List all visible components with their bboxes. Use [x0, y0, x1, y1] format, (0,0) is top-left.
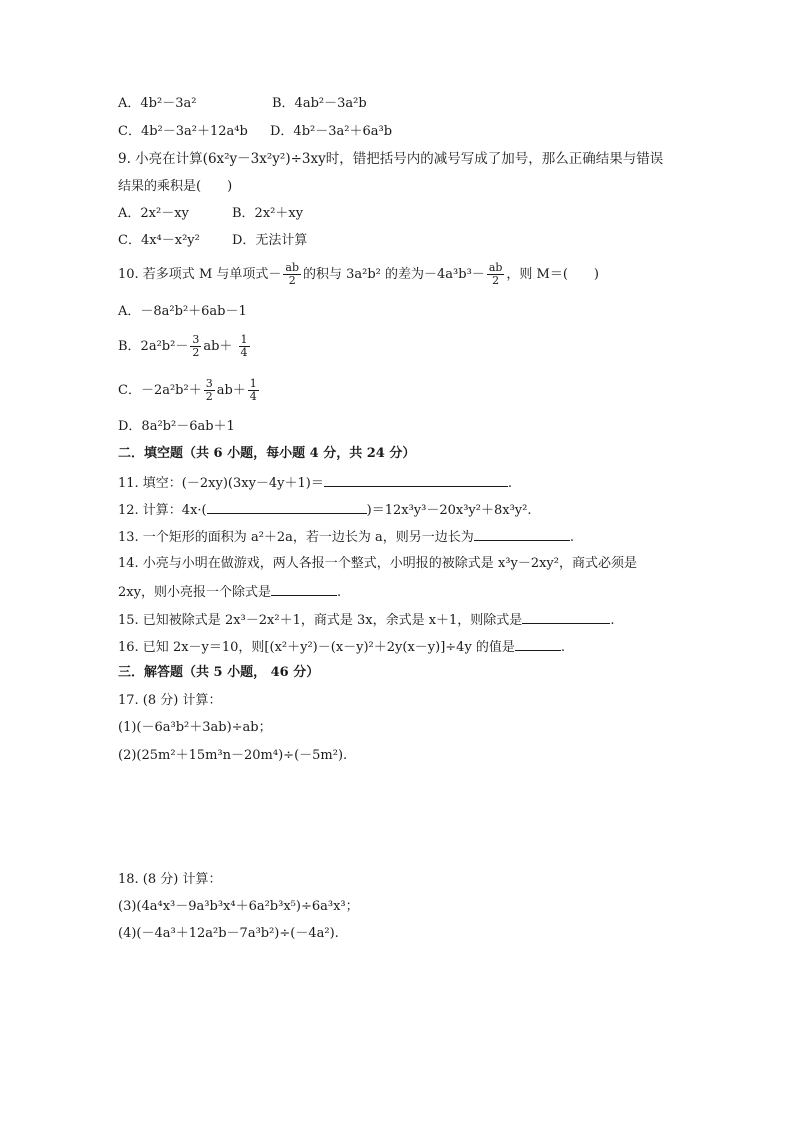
q13: 13. 一个矩形的面积为 a²＋2a，若一边长为 a，则另一边长为 . — [118, 530, 574, 545]
q8-option-a: A．4b²－3a² — [118, 96, 197, 111]
q15: 15. 已知被除式是 2x³－2x²＋1，商式是 3x，余式是 x＋1，则除式是 . — [118, 613, 615, 628]
q13-answer-blank[interactable] — [474, 528, 570, 541]
q12: 12. 计算：4x·( )＝12x³y³－20x³y²＋8x³y². — [118, 503, 532, 518]
q17-part-2: (2)(25m²＋15m³n－20m⁴)÷(－5m²). — [118, 748, 348, 763]
q10-option-b-fraction-1: $\frac{3}{2}$ — [192, 333, 200, 359]
q12-answer-blank[interactable] — [207, 501, 367, 514]
q10-text-mid: 的积与 3a²b² 的差为－4a³b³－ — [303, 267, 485, 282]
q10-option-c-fraction-2: $\frac{1}{4}$ — [249, 377, 257, 403]
q10-option-b-fraction-2: $\frac{1}{4}$ — [240, 333, 248, 359]
q18-part-4: (4)(－4a³＋12a²b－7a³b²)÷(－4a²). — [118, 926, 339, 941]
q14-line1: 14. 小亮与小明在做游戏，两人各报一个整式，小明报的被除式是 x³y－2xy²，商式必须是 — [118, 556, 637, 571]
q9-text-line2: 结果的乘积是( ) — [118, 179, 233, 194]
q17-part-1: (1)(－6a³b²＋3ab)÷ab； — [118, 720, 272, 735]
section-2-heading: 二．填空题（共 6 小题，每小题 4 分，共 24 分） — [118, 446, 416, 461]
q10-option-b: B．2a²b²－ $\frac{3}{2}$ ab＋ $\frac{1}{4}$ — [118, 333, 248, 359]
q9-option-b: B．2x²＋xy — [232, 206, 304, 221]
q16: 16. 已知 2x－y＝10，则[(x²＋y²)－(x－y)²＋2y(x－y)]÷4y 的值是 . — [118, 640, 566, 655]
q10-question — [118, 262, 599, 287]
q10-text-post: ，则 M＝( ) — [506, 267, 600, 282]
q9-option-a: A．2x²－xy — [118, 206, 189, 221]
q10-text-pre: 10. 若多项式 M 与单项式－ — [118, 267, 282, 282]
q10-fraction-1: $\frac{ab}{2}$ — [285, 261, 299, 287]
q11-answer-blank[interactable] — [324, 474, 508, 487]
q14-line2: 2xy，则小亮报一个除式是 . — [118, 585, 342, 600]
q9-option-d: D．无法计算 — [232, 233, 308, 248]
q18-part-3: (3)(4a⁴x³－9a³b³x⁴＋6a²b³x⁵)÷6a³x³； — [118, 899, 359, 914]
q10-option-c-fraction-1: $\frac{3}{2}$ — [205, 377, 213, 403]
q10-option-a: A．－8a²b²＋6ab－1 — [118, 304, 247, 319]
q9-option-c: C．4x⁴－x²y² — [118, 233, 200, 248]
q10-option-d: D．8a²b²－6ab＋1 — [118, 419, 235, 434]
q17-heading: 17. (8 分) 计算： — [118, 693, 222, 708]
q14-answer-blank[interactable] — [271, 583, 337, 596]
q15-answer-blank[interactable] — [522, 611, 610, 624]
q8-option-d: D．4b²－3a²＋6a³b — [270, 124, 393, 139]
q16-answer-blank[interactable] — [515, 638, 561, 651]
q8-option-c: C．4b²－3a²＋12a⁴b — [118, 124, 248, 139]
q10-option-c: C．－2a²b²＋ $\frac{3}{2}$ ab＋ $\frac{1}{4}$ — [118, 377, 257, 403]
q11: 11. 填空：(－2xy)(3xy－4y＋1)＝ . — [118, 476, 513, 491]
q8-option-b: B．4ab²－3a²b — [272, 96, 367, 111]
q18-heading: 18. (8 分) 计算： — [118, 872, 222, 887]
section-3-heading: 三．解答题（共 5 小题， 46 分） — [118, 665, 320, 680]
q9-text-line1: 9. 小亮在计算(6x²y－3x²y²)÷3xy时，错把括号内的减号写成了加号，那么正确结果与错误 — [118, 151, 664, 167]
q10-fraction-2: $\frac{ab}{2}$ — [488, 261, 503, 287]
